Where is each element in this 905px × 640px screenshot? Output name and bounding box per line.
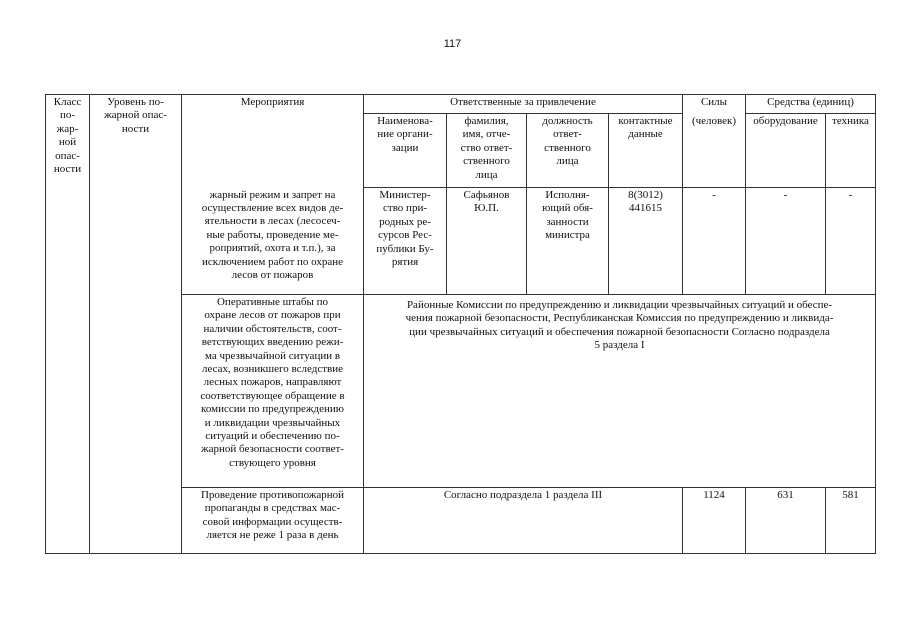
header-position: должность ответ- ственного лица — [527, 114, 609, 188]
table-row — [46, 295, 876, 488]
header-class: Класс по- жар- ной опас- ности — [46, 95, 90, 295]
equipment-cell: - — [746, 188, 826, 295]
org-cell: Министер- ство при- родных ре- сурсов Рес- публики Бу- рятия — [364, 188, 447, 295]
class-cell — [46, 295, 90, 554]
header-person-name: фамилия, имя, отче- ство ответ- ственного лица — [447, 114, 527, 188]
vehicles-cell: - — [826, 188, 876, 295]
measure-text: жарный режим и запрет на осуществление всех видов де- ятельности в лесах (лесосеч- ные работы, проведение ме- роприятий, охота и т.п.), за исключением работ по охране лесов от пожаров — [182, 188, 364, 295]
vehicles-cell: 581 — [826, 488, 876, 554]
header-people: (человек) — [683, 114, 746, 188]
header-responsible: Ответственные за привлечение — [364, 95, 683, 114]
header-org-name: Наименова- ние органи- зации — [364, 114, 447, 188]
merged-responsible-cell: Согласно подраздела 1 раздела III — [364, 488, 683, 554]
header-means: Средства (единиц) — [746, 95, 876, 114]
people-cell: 1124 — [683, 488, 746, 554]
measure-text: Оперативные штабы по охране лесов от пожаров при наличии обстоятельств, соот- ветствующих введению режи- ма чрезвычайной ситуации в лесах, возникшего вследствие лесных пожаров, направляют соответствующее обращение в комиссии по предупреждению и ликвидации чрезвычайных ситуаций и обеспечению по- жарной безопасности соответ- ствующего уровня — [182, 295, 364, 488]
person-cell: Сафьянов Ю.П. — [447, 188, 527, 295]
merged-responsible-cell: Районные Комиссии по предупреждению и ликвидации чрезвычайных ситуаций и обеспе- чения пожарной безопасности, Республиканская Комиссия по предупреждению и ликвида- ции чрезвычайных ситуаций и обеспечения пожарной безопасности Согласно подраздела 5 раздела I — [364, 295, 876, 488]
equipment-cell: 631 — [746, 488, 826, 554]
people-cell: - — [683, 188, 746, 295]
contacts-cell: 8(3012) 441615 — [609, 188, 683, 295]
page-number: 117 — [443, 38, 462, 50]
header-contacts: контактные данные — [609, 114, 683, 188]
header-measures: Мероприятия — [182, 95, 364, 188]
header-equipment: оборудование — [746, 114, 826, 188]
level-cell — [90, 295, 182, 554]
header-level: Уровень по- жарной опас- ности — [90, 95, 182, 295]
position-cell: Исполня- ющий обя- занности министра — [527, 188, 609, 295]
header-vehicles: техника — [826, 114, 876, 188]
header-forces: Силы — [683, 95, 746, 114]
measure-text: Проведение противопожарной пропаганды в средствах мас- совой информации осуществ- ляется не реже 1 раза в день — [182, 488, 364, 554]
fire-response-table — [45, 94, 876, 554]
